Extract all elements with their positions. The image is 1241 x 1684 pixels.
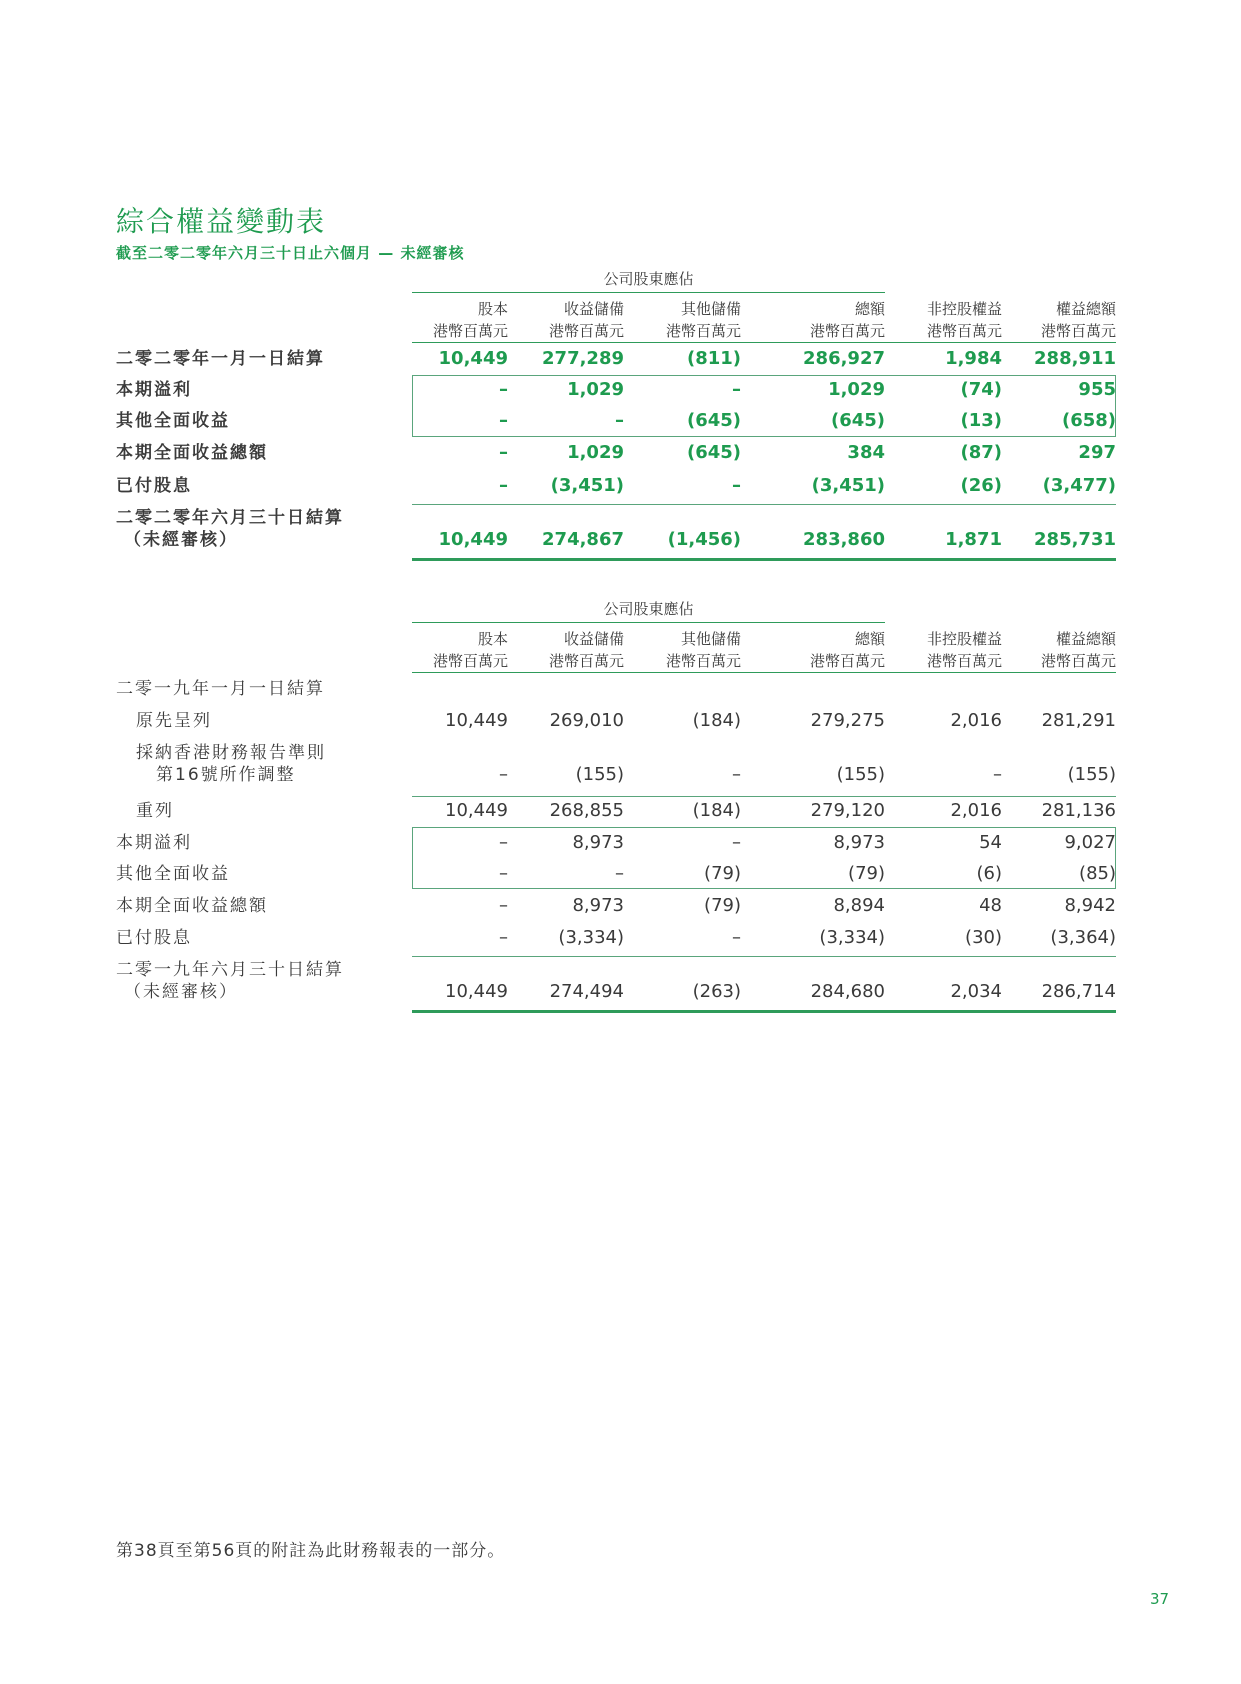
column-header: 其他儲備 港幣百萬元 — [624, 298, 741, 343]
column-header: 權益總額 港幣百萬元 — [1002, 628, 1116, 673]
column-header: 收益儲備 港幣百萬元 — [508, 628, 624, 673]
table-row: 採納香港財務報告準則 第16號所作調整 – (155) – (155) – (155) — [136, 743, 1116, 785]
divider — [412, 504, 1116, 505]
table-row: 原先呈列 10,449 269,010 (184) 279,275 2,016 281,291 — [136, 710, 1116, 731]
table-row: 本期全面收益總額 – 8,973 (79) 8,894 48 8,942 — [116, 895, 1116, 916]
column-header: 其他儲備 港幣百萬元 — [624, 628, 741, 673]
table-row: 重列 10,449 268,855 (184) 279,120 2,016 281,136 — [136, 800, 1116, 821]
table-row: 本期全面收益總額 – 1,029 (645) 384 (87) 297 — [116, 442, 1116, 463]
divider — [412, 956, 1116, 957]
table-row: 其他全面收益 – – (79) (79) (6) (85) — [116, 863, 1116, 884]
total-underline — [412, 558, 1116, 561]
table-row: 其他全面收益 – – (645) (645) (13) (658) — [116, 410, 1116, 431]
equity-table-2020 — [116, 268, 1116, 608]
column-header: 股本 港幣百萬元 — [412, 298, 508, 343]
table-row: 本期溢利 – 8,973 – 8,973 54 9,027 — [116, 832, 1116, 853]
column-header: 收益儲備 港幣百萬元 — [508, 298, 624, 343]
column-header: 權益總額 港幣百萬元 — [1002, 298, 1116, 343]
page-title: 綜合權益變動表 — [116, 205, 327, 238]
table-row: 已付股息 – (3,451) – (3,451) (26) (3,477) — [116, 475, 1116, 496]
equity-table-2019 — [116, 598, 1116, 1018]
total-underline — [412, 1010, 1116, 1013]
column-header: 股本 港幣百萬元 — [412, 628, 508, 673]
table-row: 二零二零年六月三十日結算 （未經審核） 10,449 274,867 (1,456) 283,860 1,871 285,731 — [116, 508, 1116, 550]
table-row: 二零一九年六月三十日結算 （未經審核） 10,449 274,494 (263) 284,680 2,034 286,714 — [116, 960, 1116, 1002]
table-row: 已付股息 – (3,334) – (3,334) (30) (3,364) — [116, 927, 1116, 948]
table-row: 二零一九年一月一日結算 — [116, 679, 325, 699]
group-header: 公司股東應佔 — [412, 598, 885, 623]
column-header: 總額 港幣百萬元 — [741, 298, 885, 343]
page-subtitle: 截至二零二零年六月三十日止六個月 — 未經審核 — [116, 244, 465, 262]
page-number: 37 — [1150, 1590, 1170, 1608]
column-header: 非控股權益 港幣百萬元 — [885, 298, 1002, 343]
footnote: 第38頁至第56頁的附註為此財務報表的一部分。 — [116, 1541, 506, 1561]
group-header: 公司股東應佔 — [412, 268, 885, 293]
table-row: 二零二零年一月一日結算 10,449 277,289 (811) 286,927 1,984 288,911 — [116, 348, 1116, 369]
column-header: 非控股權益 港幣百萬元 — [885, 628, 1002, 673]
table-row: 本期溢利 – 1,029 – 1,029 (74) 955 — [116, 379, 1116, 400]
column-header: 總額 港幣百萬元 — [741, 628, 885, 673]
